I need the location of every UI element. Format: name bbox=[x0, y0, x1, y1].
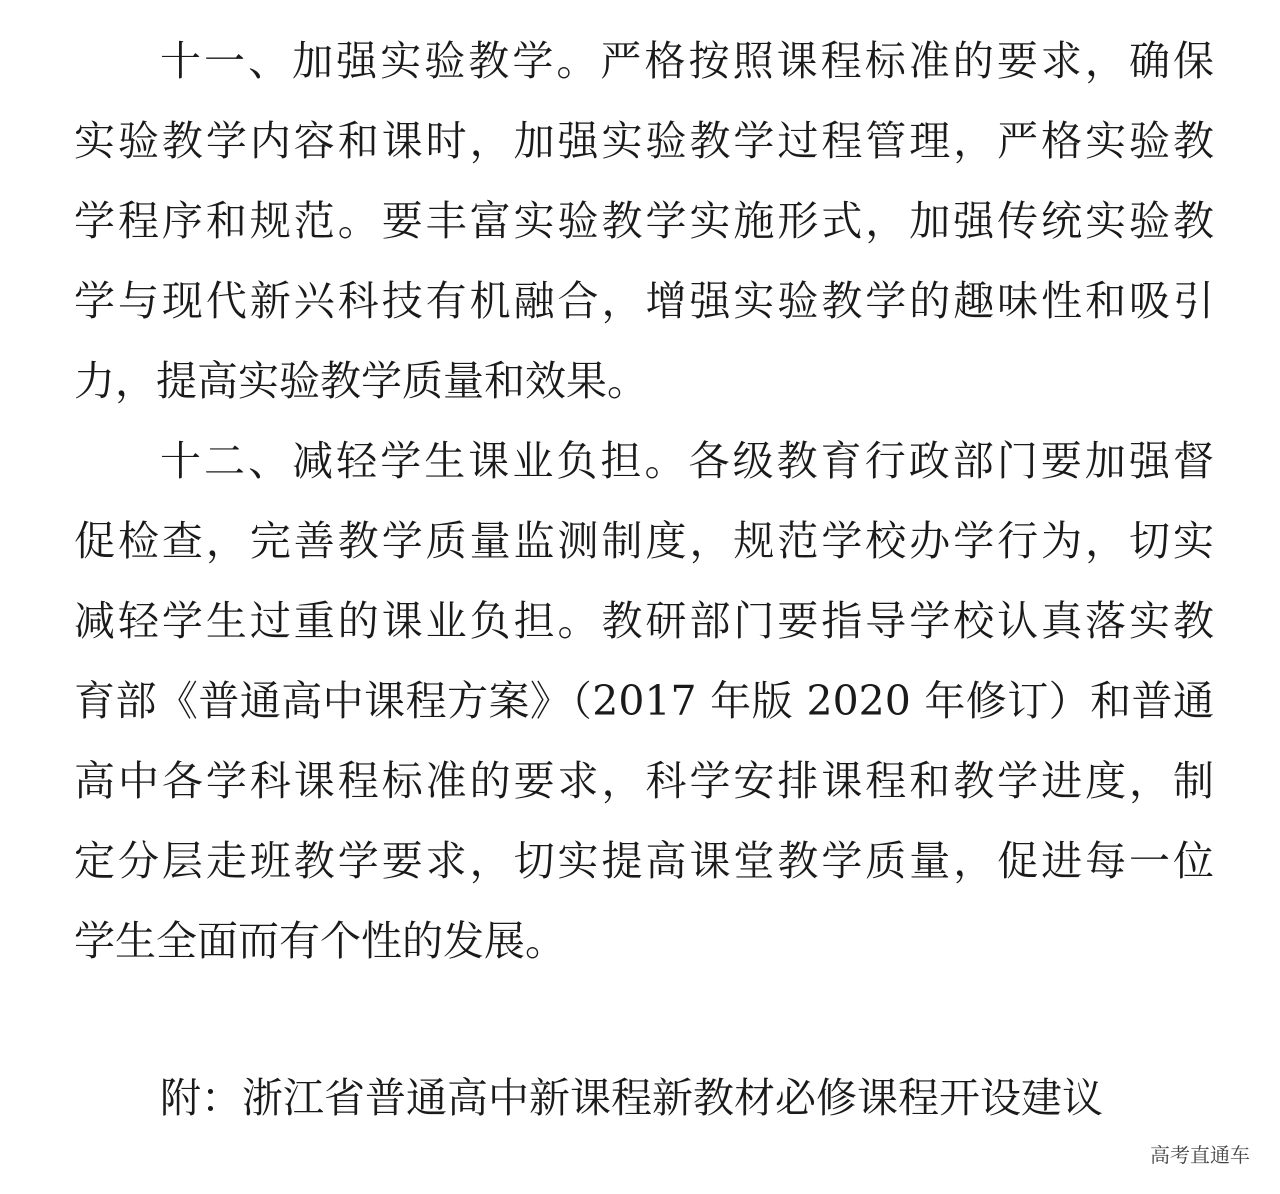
paragraph-line: 学生全面而有个性的发展。 bbox=[74, 917, 566, 965]
attachment-note: 附：浙江省普通高中新课程新教材必修课程开设建议 bbox=[160, 1074, 1103, 1122]
paragraph-line: 促检查，完善教学质量监测制度，规范学校办学行为，切实 bbox=[74, 517, 1214, 565]
paragraph-line: 高中各学科课程标准的要求，科学安排课程和教学进度，制 bbox=[74, 757, 1214, 805]
paragraph-line: 学程序和规范。要丰富实验教学实施形式，加强传统实验教 bbox=[74, 197, 1214, 245]
paragraph-line: 十一、加强实验教学。严格按照课程标准的要求，确保 bbox=[160, 37, 1214, 85]
paragraph-line: 定分层走班教学要求，切实提高课堂教学质量，促进每一位 bbox=[74, 837, 1214, 885]
paragraph-line: 育部《普通高中课程方案》（2017 年版 2020 年修订）和普通 bbox=[74, 677, 1214, 725]
watermark: 高考直通车 bbox=[1150, 1143, 1250, 1167]
paragraph-line: 十二、减轻学生课业负担。各级教育行政部门要加强督 bbox=[160, 437, 1214, 485]
paragraph-line: 学与现代新兴科技有机融合，增强实验教学的趣味性和吸引 bbox=[74, 277, 1214, 325]
paragraph-line: 力，提高实验教学质量和效果。 bbox=[74, 357, 648, 405]
paragraph-line: 减轻学生过重的课业负担。教研部门要指导学校认真落实教 bbox=[74, 597, 1214, 645]
paragraph-line: 实验教学内容和课时，加强实验教学过程管理，严格实验教 bbox=[74, 117, 1214, 165]
